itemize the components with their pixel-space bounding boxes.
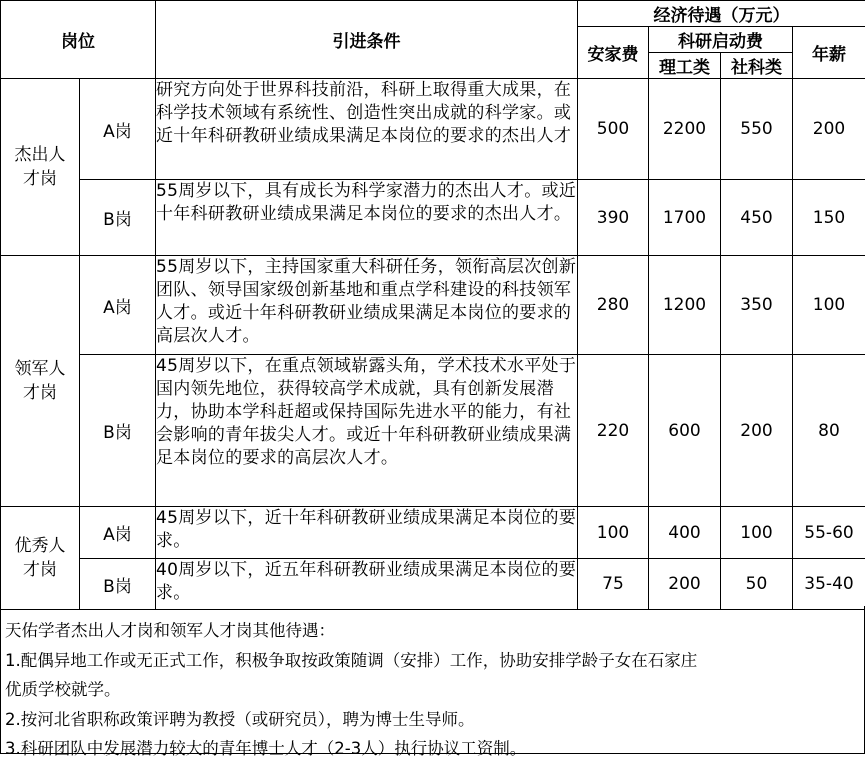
- category-outstanding: [1, 79, 80, 256]
- table-row: [1, 559, 865, 610]
- table-row: [1, 256, 865, 355]
- soc-value: 550: [721, 79, 793, 180]
- header-salary: 年薪: [793, 27, 865, 79]
- level-label: B岗: [80, 355, 156, 507]
- settle-value: 390: [578, 180, 649, 256]
- category-leading: [1, 256, 80, 507]
- condition-text: 研究方向处于世界科技前沿，科研上取得重大成果，在科学技术领域有系统性、创造性突出成就的科学家。或近十年科研教研业绩成果满足本岗位的要求的杰出人才: [156, 79, 578, 180]
- table-row: [1, 507, 865, 559]
- level-label: A岗: [80, 79, 156, 180]
- soc-value: 350: [721, 256, 793, 355]
- sci-value: 2200: [649, 79, 721, 180]
- soc-value: 50: [721, 559, 793, 610]
- header-settle: 安家费: [578, 27, 649, 79]
- level-label: A岗: [80, 507, 156, 559]
- category-line: 才岗: [1, 167, 79, 191]
- soc-value: 200: [721, 355, 793, 507]
- category-line: 优秀人: [1, 534, 79, 558]
- soc-value: 100: [721, 507, 793, 559]
- salary-value: 35-40: [793, 559, 865, 610]
- salary-value: 80: [793, 355, 865, 507]
- settle-value: 500: [578, 79, 649, 180]
- sci-value: 200: [649, 559, 721, 610]
- sci-value: 1700: [649, 180, 721, 256]
- header-economic: 经济待遇（万元）: [578, 1, 865, 27]
- condition-text: 45周岁以下，在重点领域崭露头角，学术技术水平处于国内领先地位，获得较高学术成就，具有创新发展潜力，协助本学科赶超或保持国际先进水平的能力，有社会影响的青年拔尖人才。或近十年科研教研业绩成果满足本岗位的要求的高层次人才。: [156, 355, 578, 507]
- note-line: 2.按河北省职称政策评聘为教授（或研究员），聘为博士生导师。: [5, 705, 860, 735]
- level-label: A岗: [80, 256, 156, 355]
- condition-text: 45周岁以下，近十年科研教研业绩成果满足本岗位的要求。: [156, 507, 578, 559]
- salary-value: 150: [793, 180, 865, 256]
- header-startup: 科研启动费: [649, 27, 793, 53]
- category-line: 才岗: [1, 558, 79, 582]
- salary-value: 55-60: [793, 507, 865, 559]
- table-row: [1, 79, 865, 180]
- category-line: 领军人: [1, 357, 79, 381]
- settle-value: 100: [578, 507, 649, 559]
- header-conditions: 引进条件: [156, 1, 578, 79]
- settle-value: 220: [578, 355, 649, 507]
- sci-value: 600: [649, 355, 721, 507]
- table-row: [1, 355, 865, 507]
- level-label: B岗: [80, 180, 156, 256]
- category-line: 才岗: [1, 381, 79, 405]
- salary-value: 100: [793, 256, 865, 355]
- table-row: [1, 180, 865, 256]
- note-line: 优质学校就学。: [5, 675, 860, 705]
- sci-value: 400: [649, 507, 721, 559]
- salary-value: 200: [793, 79, 865, 180]
- note-line: 3.科研团队中发展潜力较大的青年博士人才（2-3人）执行协议工资制。: [5, 734, 860, 764]
- header-sci-eng: 理工类: [649, 53, 721, 79]
- settle-value: 280: [578, 256, 649, 355]
- header-social: 社科类: [721, 53, 793, 79]
- soc-value: 450: [721, 180, 793, 256]
- condition-text: 55周岁以下，主持国家重大科研任务，领衔高层次创新团队、领导国家级创新基地和重点学科建设的科技领军人才。或近十年科研教研业绩成果满足本岗位的要求的高层次人才。: [156, 256, 578, 355]
- category-excellent: [1, 507, 80, 610]
- header-position: 岗位: [1, 1, 156, 79]
- condition-text: 40周岁以下，近五年科研教研业绩成果满足本岗位的要求。: [156, 559, 578, 610]
- notes-title: 天佑学者杰出人才岗和领军人才岗其他待遇：: [5, 616, 860, 646]
- level-label: B岗: [80, 559, 156, 610]
- category-line: 杰出人: [1, 143, 79, 167]
- notes-section: [0, 606, 865, 754]
- note-line: 1.配偶异地工作或无正式工作，积极争取按政策随调（安排）工作，协助安排学龄子女在石家庄: [5, 646, 860, 676]
- condition-text: 55周岁以下，具有成长为科学家潜力的杰出人才。或近十年科研教研业绩成果满足本岗位的要求的杰出人才。: [156, 180, 578, 256]
- settle-value: 75: [578, 559, 649, 610]
- sci-value: 1200: [649, 256, 721, 355]
